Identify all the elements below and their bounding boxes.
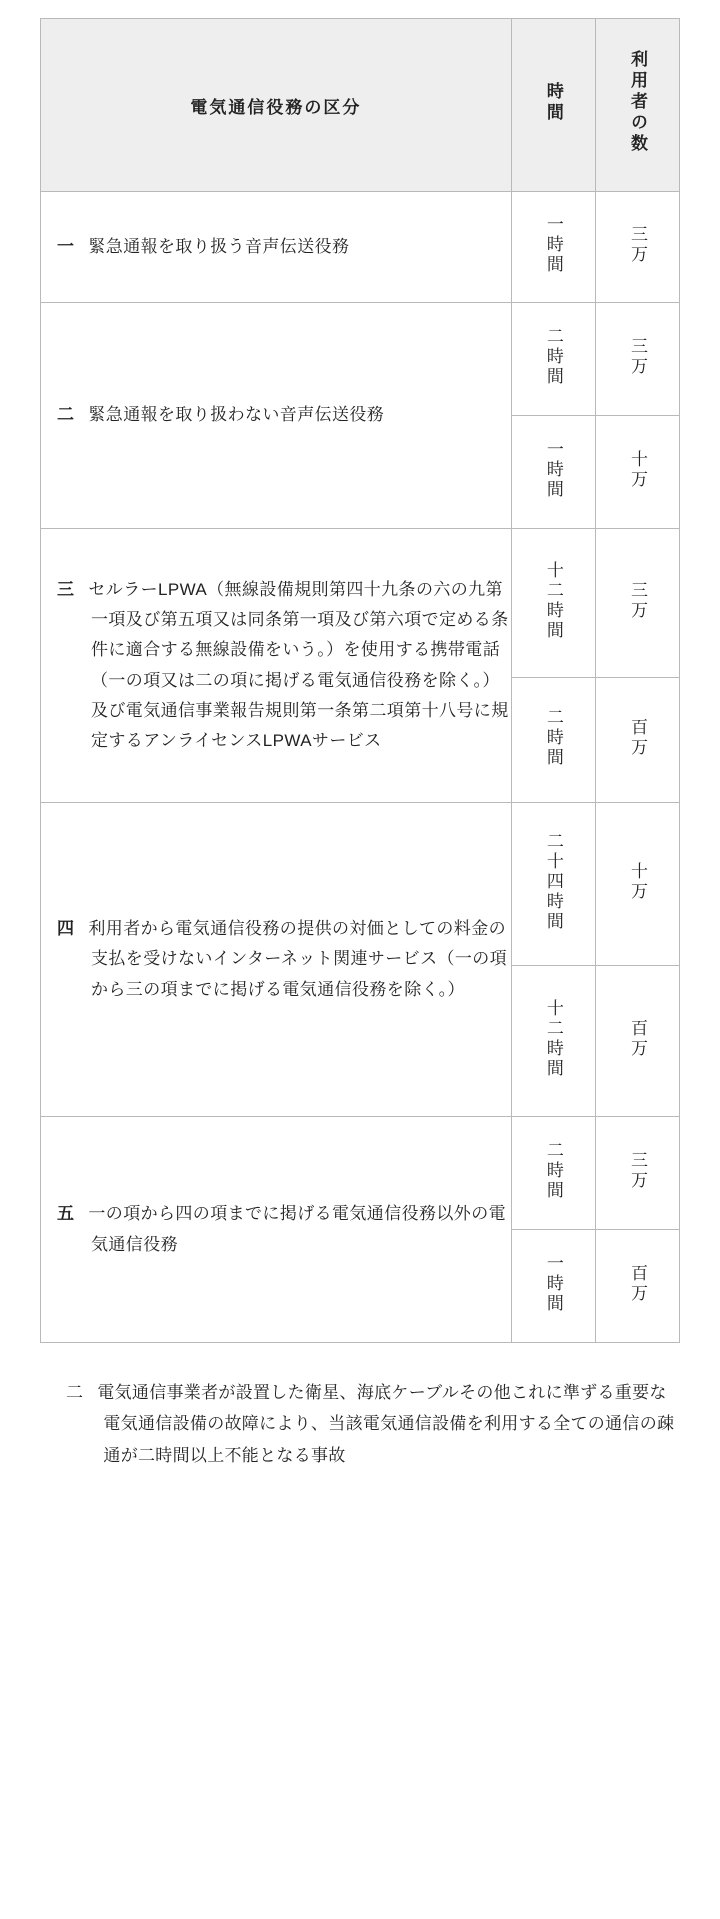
row-users-cell: 百万 xyxy=(595,966,679,1117)
footnote xyxy=(40,1377,680,1471)
table-row xyxy=(41,192,680,303)
row-users-cell: 三万 xyxy=(595,1117,679,1230)
row-time-cell: 二時間 xyxy=(511,1117,595,1230)
row-time-cell: 二時間 xyxy=(511,678,595,803)
row-users-cell: 三万 xyxy=(595,303,679,416)
row-users-cell: 百万 xyxy=(595,1230,679,1343)
row-text: 利用者から電気通信役務の提供の対価としての料金の支払を受けないインターネット関連サービス（一の項から三の項までに掲げる電気通信役務を除く。） xyxy=(88,919,508,999)
row-users-cell: 三万 xyxy=(595,192,679,303)
table-row xyxy=(41,303,680,416)
header-users: 利用者の数 xyxy=(595,19,679,192)
row-number: 二 xyxy=(57,405,75,425)
table-row xyxy=(41,1117,680,1230)
row-text: 緊急通報を取り扱う音声伝送役務 xyxy=(88,236,350,256)
header-classification: 電気通信役務の区分 xyxy=(41,19,512,192)
header-time: 時間 xyxy=(511,19,595,192)
row-users-cell: 三万 xyxy=(595,529,679,678)
row-classification-cell xyxy=(41,529,512,803)
row-classification-cell xyxy=(41,192,512,303)
table-header xyxy=(41,19,680,192)
telecom-service-classification-table xyxy=(40,18,680,1343)
table-body xyxy=(41,192,680,1343)
row-users-cell: 十万 xyxy=(595,803,679,966)
row-time-cell: 一時間 xyxy=(511,416,595,529)
table-row xyxy=(41,529,680,678)
row-classification-cell xyxy=(41,1117,512,1343)
row-time-cell: 十二時間 xyxy=(511,529,595,678)
row-classification-cell xyxy=(41,803,512,1117)
row-classification-cell xyxy=(41,303,512,529)
footnote-text: 電気通信事業者が設置した衛星、海底ケーブルその他これに準ずる重要な電気通信設備の故障により、当該電気通信設備を利用する全ての通信の疎通が二時間以上不能となる事故 xyxy=(97,1383,675,1465)
row-text: セルラーLPWA（無線設備規則第四十九条の六の九第一項及び第五項又は同条第一項及び第六項で定める条件に適合する無線設備をいう。）を使用する携帯電話（一の項又は二の項に掲げる電気通信役務を除く。）及び電気通信事業報告規則第一条第二項第十八号に規定するアンライセンスLPWAサービス xyxy=(88,579,509,750)
table-header-row xyxy=(41,19,680,192)
row-number: 五 xyxy=(57,1204,75,1224)
row-time-cell: 二十四時間 xyxy=(511,803,595,966)
row-users-cell: 十万 xyxy=(595,416,679,529)
row-time-cell: 一時間 xyxy=(511,192,595,303)
row-number: 四 xyxy=(57,919,75,939)
footnote-number: 二 xyxy=(66,1383,84,1402)
row-time-cell: 二時間 xyxy=(511,303,595,416)
table-row xyxy=(41,803,680,966)
row-time-cell: 十二時間 xyxy=(511,966,595,1117)
row-users-cell: 百万 xyxy=(595,678,679,803)
row-time-cell: 一時間 xyxy=(511,1230,595,1343)
row-number: 一 xyxy=(57,236,75,256)
row-text: 一の項から四の項までに掲げる電気通信役務以外の電気通信役務 xyxy=(88,1204,507,1254)
row-number: 三 xyxy=(57,579,75,599)
row-text: 緊急通報を取り扱わない音声伝送役務 xyxy=(88,405,385,425)
